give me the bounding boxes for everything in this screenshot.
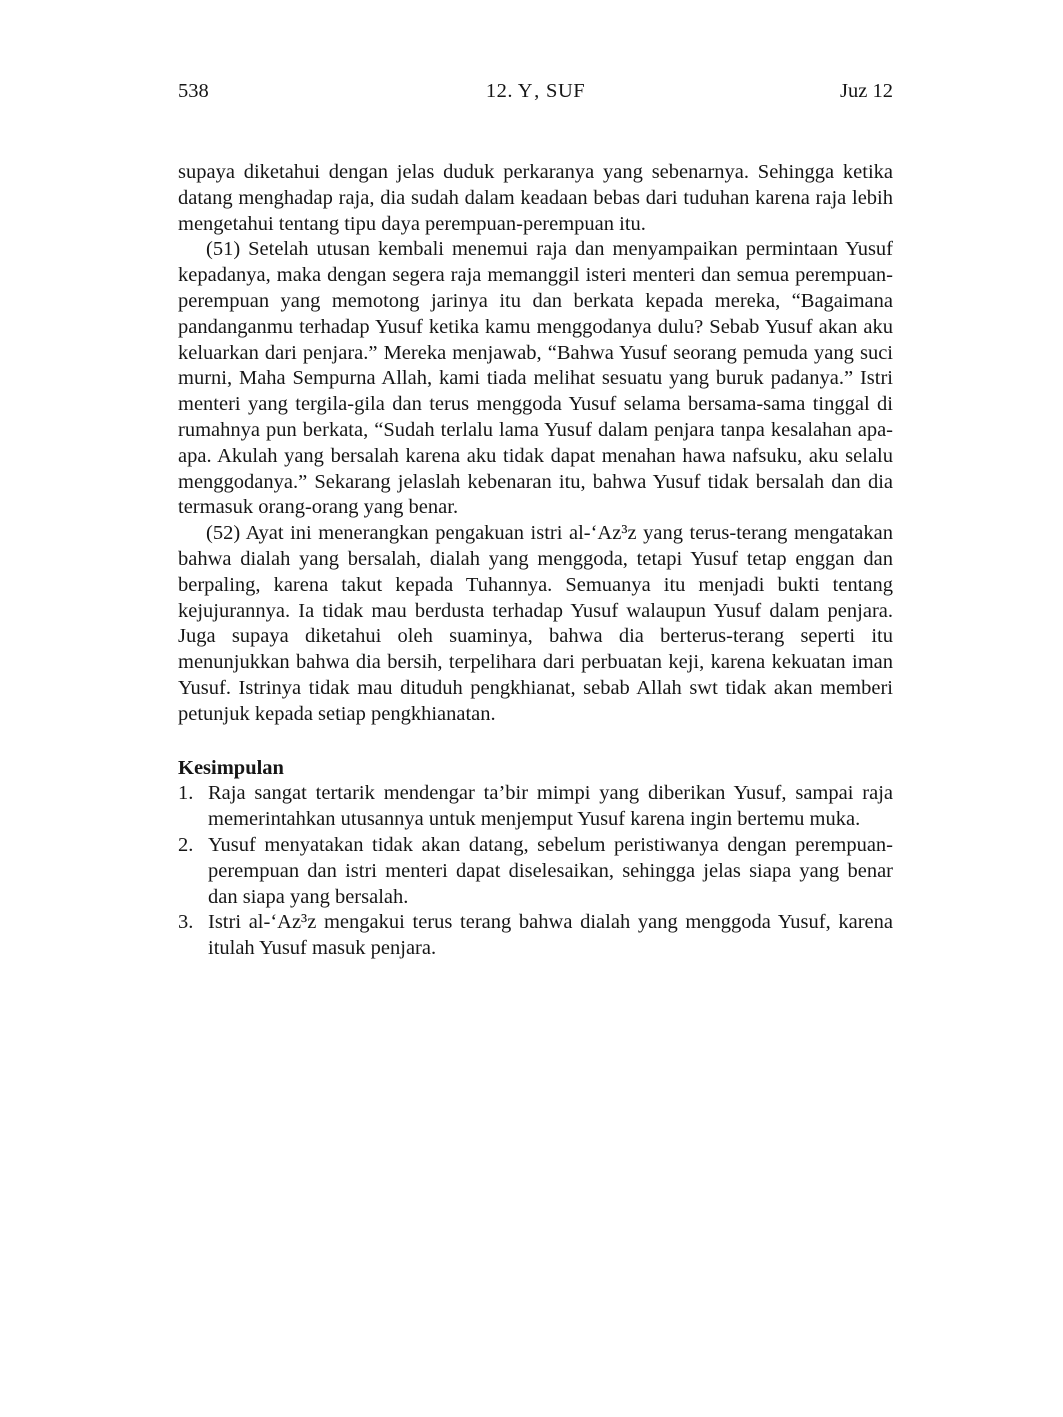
list-item xyxy=(178,833,893,910)
list-item-text: Yusuf menyatakan tidak akan datang, sebelum peristiwanya dengan perempuan-perempuan dan istri menteri dapat diselesaikan, sehingga jelas siapa yang benar dan siapa yang bersalah. xyxy=(208,833,893,908)
conclusion-list xyxy=(178,781,893,962)
page-body xyxy=(178,160,893,962)
paragraph-ayat-52: (52) Ayat ini menerangkan pengakuan istri al-‘Az³z yang terus-terang mengatakan bahwa dialah yang bersalah, dialah yang menggoda, tetapi Yusuf tetap enggan dan berpaling, karena takut kepada Tuhannya. Semuanya itu menjadi bukti tentang kejujurannya. Ia tidak mau berdusta terhadap Yusuf walaupun Yusuf dalam penjara. Juga supaya diketahui oleh suaminya, bahwa dia berterus-terang seperti itu menunjukkan bahwa dia bersih, terpelihara dari perbuatan keji, karena kekuatan iman Yusuf. Istrinya tidak mau dituduh pengkhianat, sebab Allah swt tidak akan memberi petunjuk kepada setiap pengkhianatan. xyxy=(178,522,893,725)
paragraph-continuation: supaya diketahui dengan jelas duduk perkaranya yang sebenarnya. Sehingga ketika datang menghadap raja, dia sudah dalam keadaan bebas dari tuduhan karena raja lebih mengetahui tentang tipu daya perempuan-perempuan itu. xyxy=(178,161,893,235)
page-number: 538 xyxy=(178,80,209,102)
page-header xyxy=(178,78,893,104)
list-item-number: 3. xyxy=(178,911,194,934)
list-item xyxy=(178,910,893,962)
list-item xyxy=(178,781,893,833)
surah-title: 12. Y‚ SUF xyxy=(485,80,586,102)
list-item-number: 1. xyxy=(178,782,194,805)
juz-label: Juz 12 xyxy=(840,80,893,102)
section-heading-kesimpulan: Kesimpulan xyxy=(178,756,284,779)
list-item-text: Raja sangat tertarik mendengar ta’bir mimpi yang diberikan Yusuf, sampai raja memerintahkan utusannya untuk menjemput Yusuf karena ingin bertemu muka. xyxy=(208,782,893,831)
list-item-text: Istri al-‘Az³z mengakui terus terang bahwa dialah yang menggoda Yusuf, karena itulah Yusuf masuk penjara. xyxy=(208,911,893,960)
list-item-number: 2. xyxy=(178,833,194,856)
paragraph-ayat-51: (51) Setelah utusan kembali menemui raja dan menyampaikan permintaan Yusuf kepadanya, maka dengan segera raja memanggil isteri menteri dan semua perempuan-perempuan yang memotong jarinya itu dan berkata kepada mereka, “Bagaimana pandanganmu terhadap Yusuf ketika kamu menggodanya dulu? Sebab Yusuf akan aku keluarkan dari penjara.” Mereka menjawab, “Bahwa Yusuf seorang pemuda yang suci murni, Maha Sempurna Allah, kami tiada melihat sesuatu yang buruk padanya.” Istri menteri yang tergila-gila dan terus menggoda Yusuf selama bersama-sama tinggal di rumahnya pun berkata, “Sudah terlalu lama Yusuf dalam penjara tanpa kesalahan apa-apa. Akulah yang bersalah karena aku tidak dapat menahan hawa nafsuku, aku selalu menggodanya.” Sekarang jelaslah kebenaran itu, bahwa Yusuf tidak bersalah dan dia termasuk orang-orang yang benar. xyxy=(178,238,893,519)
